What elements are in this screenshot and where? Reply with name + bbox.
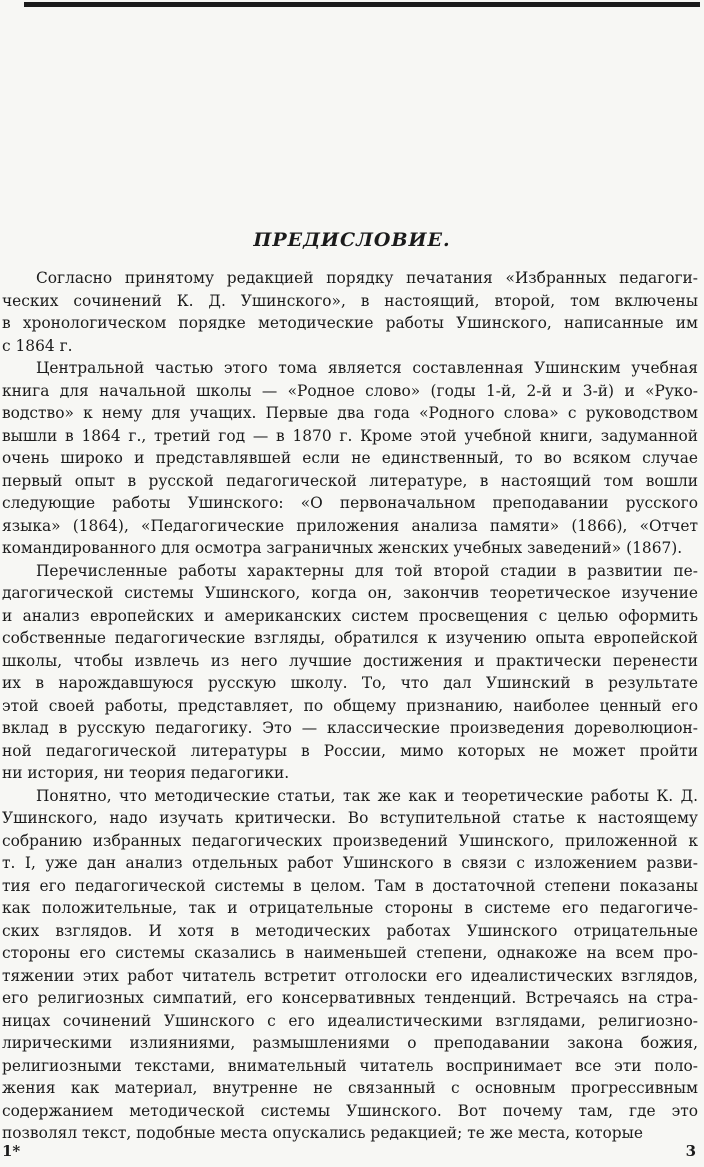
signature-mark: 1* <box>2 1142 21 1160</box>
text-line: ни история, ни теория педагогики. <box>2 764 290 782</box>
text-line: лирическими излияниями, размышлениями о преподавании закона божия, <box>2 1034 698 1052</box>
text-line: т. I, уже дан анализ отдельных работ Ушинского в связи с изложением разви- <box>2 854 698 872</box>
text-line: вышли в 1864 г., третий год — в 1870 г. Кроме этой учебной книги, задуманной <box>2 426 698 445</box>
text-line: собственные педагогические взгляды, обратился к изучению опыта европейской <box>2 629 698 647</box>
text-line: языка» (1864), «Педагогические приложения анализа памяти» (1866), «Отчет <box>2 516 698 535</box>
text-line: в хронологическом порядке методические работы Ушинского, написанные им <box>2 314 698 332</box>
text-line: как положительные, так и отрицательные стороны в системе его педагогиче- <box>2 899 698 917</box>
text-line: первый опыт в русской педагогической литературе, в настоящий том вошли <box>2 471 698 490</box>
text-line: и анализ европейских и американских систем просвещения с целью оформить <box>2 606 698 625</box>
body-text <box>2 267 698 1145</box>
text-line: собранию избранных педагогических произведений Ушинского, приложенной к <box>2 831 698 850</box>
text-line: Ушинского, надо изучать критически. Во вступительной статье к настоящему <box>2 809 698 827</box>
text-line: жения как материал, внутренне не связанный с основным прогрессивным <box>2 1079 698 1097</box>
page-title: ПРЕДИСЛОВИЕ. <box>253 229 451 251</box>
text-line: Согласно принятому редакцией порядку печатания «Избранных педагоги- <box>36 269 698 287</box>
text-line: очень широко и представлявшей если не единственный, то во всяком случае <box>2 449 698 467</box>
text-line: следующие работы Ушинского: «О первоначальном преподавании русского <box>2 494 698 512</box>
top-rule <box>24 2 700 7</box>
text-line: религиозными текстами, внимательный читатель воспринимает все эти поло- <box>2 1056 698 1075</box>
page-number: 3 <box>685 1142 696 1160</box>
text-line: школы, чтобы извлечь из него лучшие достижения и практически перенести <box>2 651 698 670</box>
text-line: командированного для осмотра заграничных женских учебных заведений» (1867). <box>2 539 683 557</box>
text-line: тия его педагогической системы в целом. Там в достаточной степени показаны <box>2 876 698 895</box>
text-line: Понятно, что методические статьи, так же как и теоретические работы К. Д. <box>36 786 698 805</box>
paragraph <box>2 560 698 785</box>
text-line: Перечисленные работы характерны для той второй стадии в развитии пе- <box>36 561 698 580</box>
paragraph <box>2 357 698 560</box>
text-line: ной педагогической литературы в России, мимо которых не может пройти <box>2 741 698 760</box>
text-line: ницах сочинений Ушинского с его идеалистическими взглядами, религиозно- <box>2 1011 698 1030</box>
text-line: тяжении этих работ читатель встретит отголоски его идеалистических взглядов, <box>2 966 698 985</box>
text-line: дагогической системы Ушинского, когда он, закончив теоретическое изучение <box>2 584 698 602</box>
text-line: этой своей работы, представляет, по общему признанию, наиболее ценный его <box>2 696 698 715</box>
text-line: стороны его системы сказались в наименьшей степени, однакоже на всем про- <box>2 944 698 962</box>
text-line: книга для начальной школы — «Родное слово» (годы 1-й, 2-й и 3-й) и «Руко- <box>2 381 698 400</box>
paragraph <box>2 267 698 357</box>
text-line: содержанием методической системы Ушинского. Вот почему там, где это <box>2 1101 698 1120</box>
text-line: с 1864 г. <box>2 336 73 355</box>
text-line: позволял текст, подобные места опускались редакцией; те же места, которые <box>2 1124 643 1142</box>
text-line: ческих сочинений К. Д. Ушинского», в настоящий, второй, том включены <box>2 291 698 310</box>
text-line: вклад в русскую педагогику. Это — классические произведения дореволюцион- <box>2 719 698 737</box>
text-line: ских взглядов. И хотя в методических работах Ушинского отрицательные <box>2 921 698 940</box>
text-line: Центральной частью этого тома является составленная Ушинским учебная <box>36 359 698 377</box>
text-line: их в нарождавшуюся русскую школу. То, что дал Ушинский в результате <box>2 674 698 692</box>
paragraph <box>2 785 698 1145</box>
text-line: водство» к нему для учащих. Первые два года «Родного слова» с руководством <box>2 404 698 422</box>
text-line: его религиозных симпатий, его консервативных тенденций. Встречаясь на стра- <box>2 989 698 1007</box>
